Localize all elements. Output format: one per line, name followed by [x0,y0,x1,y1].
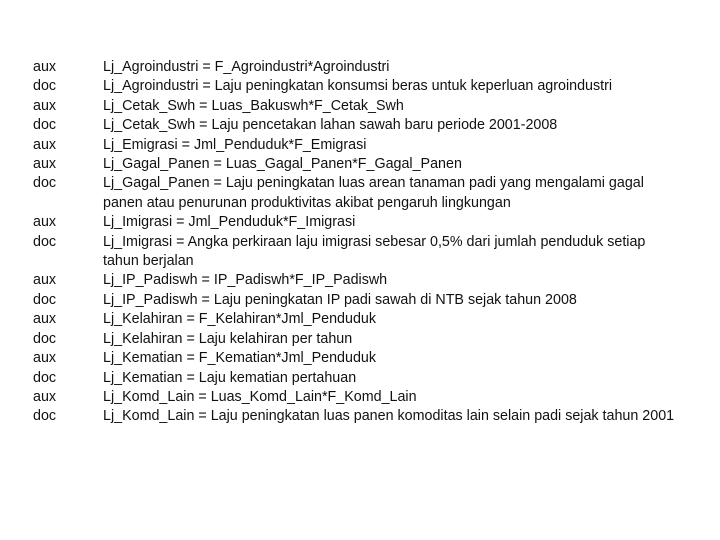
entry-row [0,58,720,77]
entry-text: Lj_IP_Padiswh = IP_Padiswh*F_IP_Padiswh [103,272,388,289]
entry-row [0,174,720,213]
entry-type-label: aux [33,272,57,289]
entry-type-label: doc [33,330,57,347]
entry-type-label: doc [33,233,57,250]
entry-row [0,155,720,174]
entry-type-label: aux [33,214,57,231]
entry-row [0,291,720,310]
entry-type-label: aux [33,311,57,328]
entry-text: Lj_Agroindustri = Laju peningkatan konsumsi beras untuk keperluan agroindustri [103,78,613,95]
entry-text: Lj_Komd_Lain = Laju peningkatan luas panen komoditas lain selain padi sejak tahun 2001 [103,408,675,425]
entry-type-label: doc [33,369,57,386]
entry-text: Lj_Kematian = Laju kematian pertahuan [103,369,357,386]
entry-type-label: aux [33,136,57,153]
entry-type-label: doc [33,408,57,425]
entry-row [0,407,720,426]
entry-text: Lj_Kelahiran = Laju kelahiran per tahun [103,330,353,347]
entry-row [0,310,720,329]
entry-text: Lj_Kelahiran = F_Kelahiran*Jml_Penduduk [103,311,377,328]
entry-type-label: doc [33,117,57,134]
entry-text: Lj_Imigrasi = Angka perkiraan laju imigrasi sebesar 0,5% dari jumlah penduduk setiap tahun berjalan [103,233,646,270]
entry-row [0,233,720,272]
entry-text: Lj_Imigrasi = Jml_Penduduk*F_Imigrasi [103,214,356,231]
entry-type-label: doc [33,291,57,308]
entry-row [0,330,720,349]
entry-row [0,369,720,388]
entry-row [0,271,720,290]
entry-row [0,77,720,96]
entry-row [0,213,720,232]
entry-text: Lj_Agroindustri = F_Agroindustri*Agroindustri [103,59,390,75]
entry-row [0,388,720,407]
entry-text: Lj_Gagal_Panen = Laju peningkatan luas arean tanaman padi yang mengalami gagal panen atau penurunan produktivitas akibat pengaruh lingkungan [103,175,644,211]
entry-type-label: aux [33,388,57,405]
entry-text: Lj_Cetak_Swh = Luas_Bakuswh*F_Cetak_Swh [103,97,404,114]
entry-type-label: doc [33,175,57,192]
entry-text: Lj_Cetak_Swh = Laju pencetakan lahan sawah baru periode 2001-2008 [103,117,558,134]
entry-row [0,136,720,155]
entry-type-label: aux [33,97,57,114]
entry-text: Lj_Kematian = F_Kematian*Jml_Penduduk [103,350,376,367]
entry-text: Lj_IP_Padiswh = Laju peningkatan IP padi sawah di NTB sejak tahun 2008 [103,291,577,308]
entry-text: Lj_Komd_Lain = Luas_Komd_Lain*F_Komd_Lain [103,388,417,405]
entry-row [0,97,720,116]
entry-type-label: aux [33,59,57,75]
entry-row [0,349,720,368]
entry-type-label: aux [33,156,57,173]
entry-row [0,116,720,135]
entry-text: Lj_Emigrasi = Jml_Penduduk*F_Emigrasi [103,136,367,153]
equation-documentation-list [0,58,720,427]
entry-type-label: doc [33,78,57,95]
entry-type-label: aux [33,350,57,367]
entry-text: Lj_Gagal_Panen = Luas_Gagal_Panen*F_Gagal_Panen [103,156,462,173]
